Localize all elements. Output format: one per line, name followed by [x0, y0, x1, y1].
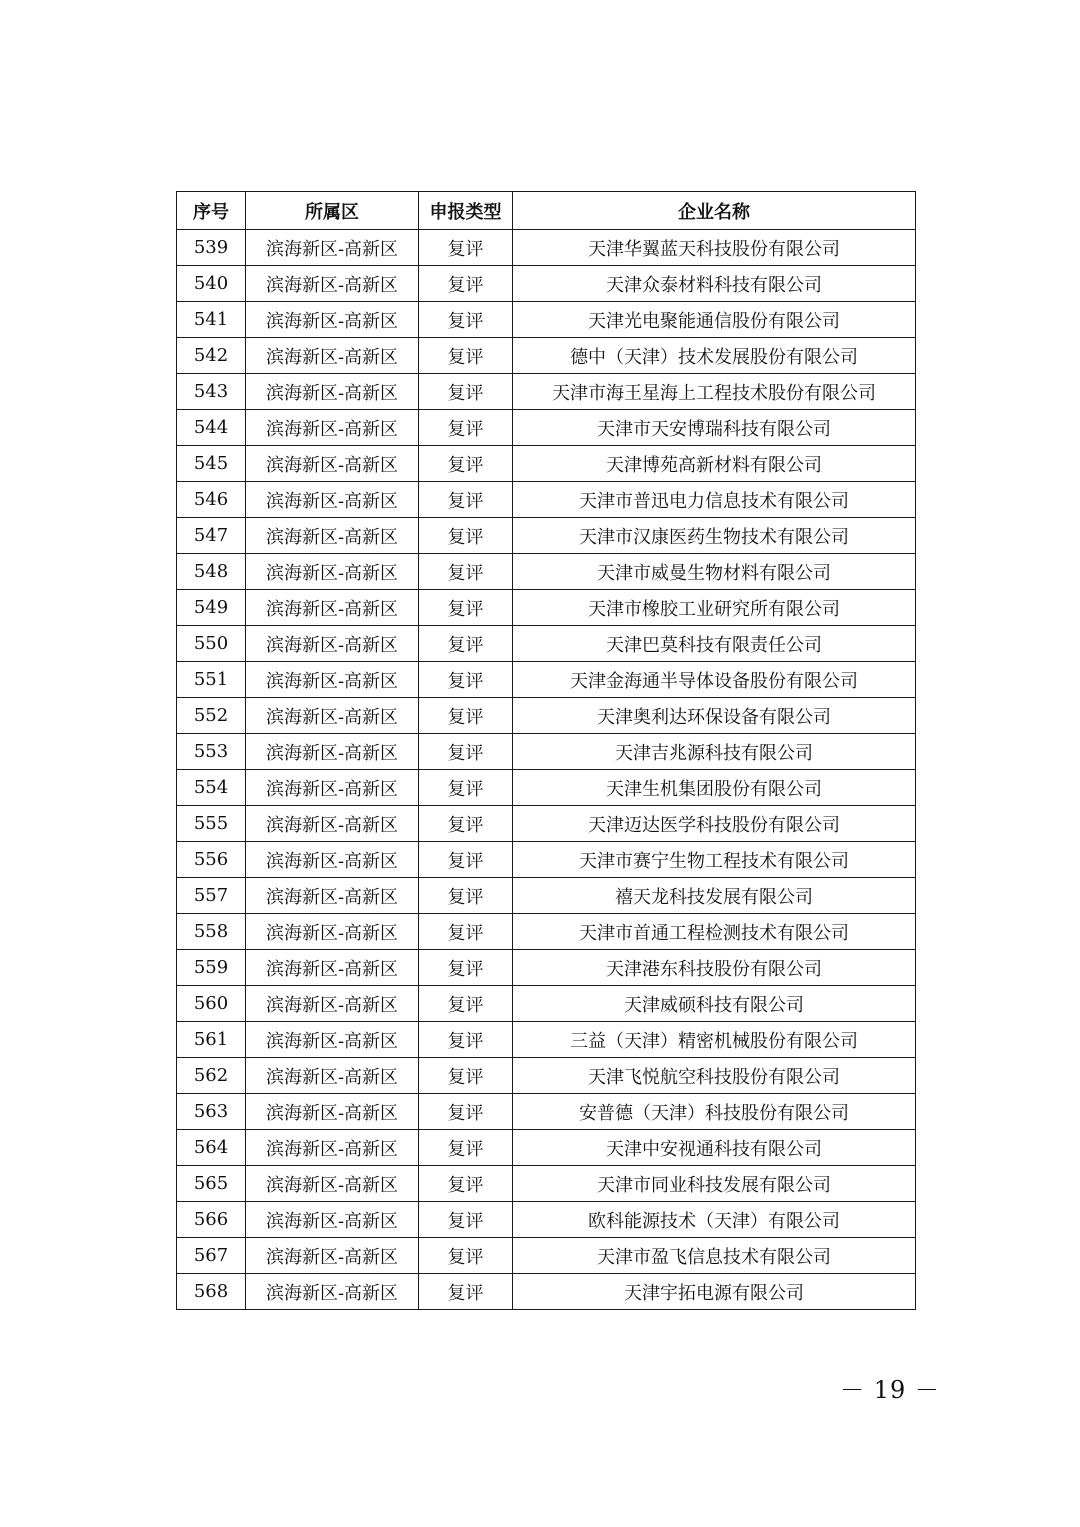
table-row: [177, 662, 916, 698]
table-header-row: [177, 192, 916, 230]
header-application-type: 申报类型: [419, 192, 513, 230]
enterprise-name-cell: 天津市海王星海上工程技术股份有限公司: [513, 374, 916, 410]
application-type-cell: 复评: [419, 266, 513, 302]
table-row: [177, 1202, 916, 1238]
serial-number-cell: 545: [177, 446, 246, 482]
district-cell: 滨海新区-高新区: [246, 662, 419, 698]
district-cell: 滨海新区-高新区: [246, 1202, 419, 1238]
serial-number-cell: 543: [177, 374, 246, 410]
application-type-cell: 复评: [419, 914, 513, 950]
table-row: [177, 266, 916, 302]
serial-number-cell: 564: [177, 1130, 246, 1166]
header-serial-number: 序号: [177, 192, 246, 230]
application-type-cell: 复评: [419, 1202, 513, 1238]
serial-number-cell: 550: [177, 626, 246, 662]
enterprise-name-cell: 天津市赛宁生物工程技术有限公司: [513, 842, 916, 878]
header-enterprise-name: 企业名称: [513, 192, 916, 230]
application-type-cell: 复评: [419, 446, 513, 482]
table-row: [177, 986, 916, 1022]
table-row: [177, 842, 916, 878]
serial-number-cell: 547: [177, 518, 246, 554]
district-cell: 滨海新区-高新区: [246, 374, 419, 410]
serial-number-cell: 556: [177, 842, 246, 878]
application-type-cell: 复评: [419, 590, 513, 626]
district-cell: 滨海新区-高新区: [246, 338, 419, 374]
application-type-cell: 复评: [419, 518, 513, 554]
application-type-cell: 复评: [419, 338, 513, 374]
table-body: [177, 230, 916, 1310]
application-type-cell: 复评: [419, 698, 513, 734]
enterprise-name-cell: 天津宇拓电源有限公司: [513, 1274, 916, 1310]
table-row: [177, 446, 916, 482]
serial-number-cell: 555: [177, 806, 246, 842]
table-row: [177, 770, 916, 806]
application-type-cell: 复评: [419, 950, 513, 986]
enterprise-name-cell: 天津光电聚能通信股份有限公司: [513, 302, 916, 338]
application-type-cell: 复评: [419, 1130, 513, 1166]
serial-number-cell: 549: [177, 590, 246, 626]
application-type-cell: 复评: [419, 374, 513, 410]
district-cell: 滨海新区-高新区: [246, 590, 419, 626]
district-cell: 滨海新区-高新区: [246, 230, 419, 266]
header-district: 所属区: [246, 192, 419, 230]
district-cell: 滨海新区-高新区: [246, 698, 419, 734]
serial-number-cell: 557: [177, 878, 246, 914]
district-cell: 滨海新区-高新区: [246, 1058, 419, 1094]
district-cell: 滨海新区-高新区: [246, 518, 419, 554]
table-row: [177, 1130, 916, 1166]
application-type-cell: 复评: [419, 734, 513, 770]
enterprise-name-cell: 三益（天津）精密机械股份有限公司: [513, 1022, 916, 1058]
table-row: [177, 878, 916, 914]
serial-number-cell: 559: [177, 950, 246, 986]
table-row: [177, 230, 916, 266]
serial-number-cell: 542: [177, 338, 246, 374]
table-row: [177, 806, 916, 842]
district-cell: 滨海新区-高新区: [246, 302, 419, 338]
enterprise-name-cell: 天津威硕科技有限公司: [513, 986, 916, 1022]
enterprise-name-cell: 天津博苑高新材料有限公司: [513, 446, 916, 482]
district-cell: 滨海新区-高新区: [246, 626, 419, 662]
table-row: [177, 590, 916, 626]
table-row: [177, 338, 916, 374]
table-row: [177, 482, 916, 518]
serial-number-cell: 567: [177, 1238, 246, 1274]
serial-number-cell: 561: [177, 1022, 246, 1058]
district-cell: 滨海新区-高新区: [246, 770, 419, 806]
table-row: [177, 950, 916, 986]
enterprise-name-cell: 天津飞悦航空科技股份有限公司: [513, 1058, 916, 1094]
application-type-cell: 复评: [419, 1058, 513, 1094]
application-type-cell: 复评: [419, 482, 513, 518]
table-row: [177, 1274, 916, 1310]
application-type-cell: 复评: [419, 1238, 513, 1274]
enterprise-name-cell: 天津华翼蓝天科技股份有限公司: [513, 230, 916, 266]
district-cell: 滨海新区-高新区: [246, 806, 419, 842]
application-type-cell: 复评: [419, 302, 513, 338]
serial-number-cell: 565: [177, 1166, 246, 1202]
district-cell: 滨海新区-高新区: [246, 878, 419, 914]
enterprise-name-cell: 天津众泰材料科技有限公司: [513, 266, 916, 302]
enterprise-name-cell: 天津市汉康医药生物技术有限公司: [513, 518, 916, 554]
district-cell: 滨海新区-高新区: [246, 446, 419, 482]
application-type-cell: 复评: [419, 626, 513, 662]
table-row: [177, 374, 916, 410]
district-cell: 滨海新区-高新区: [246, 914, 419, 950]
enterprise-name-cell: 天津奥利达环保设备有限公司: [513, 698, 916, 734]
district-cell: 滨海新区-高新区: [246, 1166, 419, 1202]
district-cell: 滨海新区-高新区: [246, 986, 419, 1022]
enterprise-name-cell: 天津市橡胶工业研究所有限公司: [513, 590, 916, 626]
application-type-cell: 复评: [419, 986, 513, 1022]
table-row: [177, 302, 916, 338]
application-type-cell: 复评: [419, 806, 513, 842]
serial-number-cell: 562: [177, 1058, 246, 1094]
serial-number-cell: 563: [177, 1094, 246, 1130]
district-cell: 滨海新区-高新区: [246, 842, 419, 878]
table-row: [177, 1094, 916, 1130]
enterprise-name-cell: 德中（天津）技术发展股份有限公司: [513, 338, 916, 374]
application-type-cell: 复评: [419, 230, 513, 266]
application-type-cell: 复评: [419, 554, 513, 590]
application-type-cell: 复评: [419, 410, 513, 446]
table-row: [177, 410, 916, 446]
enterprise-name-cell: 安普德（天津）科技股份有限公司: [513, 1094, 916, 1130]
serial-number-cell: 548: [177, 554, 246, 590]
district-cell: 滨海新区-高新区: [246, 482, 419, 518]
district-cell: 滨海新区-高新区: [246, 1022, 419, 1058]
serial-number-cell: 568: [177, 1274, 246, 1310]
district-cell: 滨海新区-高新区: [246, 734, 419, 770]
serial-number-cell: 552: [177, 698, 246, 734]
table-row: [177, 1022, 916, 1058]
application-type-cell: 复评: [419, 878, 513, 914]
enterprise-name-cell: 禧天龙科技发展有限公司: [513, 878, 916, 914]
page-number: － 19 －: [840, 1376, 940, 1404]
enterprise-name-cell: 天津迈达医学科技股份有限公司: [513, 806, 916, 842]
table-row: [177, 1238, 916, 1274]
serial-number-cell: 551: [177, 662, 246, 698]
serial-number-cell: 541: [177, 302, 246, 338]
application-type-cell: 复评: [419, 1166, 513, 1202]
district-cell: 滨海新区-高新区: [246, 950, 419, 986]
application-type-cell: 复评: [419, 1022, 513, 1058]
serial-number-cell: 546: [177, 482, 246, 518]
table-row: [177, 734, 916, 770]
serial-number-cell: 554: [177, 770, 246, 806]
serial-number-cell: 539: [177, 230, 246, 266]
serial-number-cell: 540: [177, 266, 246, 302]
serial-number-cell: 553: [177, 734, 246, 770]
enterprise-name-cell: 天津巴莫科技有限责任公司: [513, 626, 916, 662]
serial-number-cell: 544: [177, 410, 246, 446]
application-type-cell: 复评: [419, 662, 513, 698]
enterprise-name-cell: 天津中安视通科技有限公司: [513, 1130, 916, 1166]
serial-number-cell: 560: [177, 986, 246, 1022]
enterprise-name-cell: 天津市同业科技发展有限公司: [513, 1166, 916, 1202]
application-type-cell: 复评: [419, 770, 513, 806]
serial-number-cell: 558: [177, 914, 246, 950]
enterprise-name-cell: 天津市首通工程检测技术有限公司: [513, 914, 916, 950]
enterprise-name-cell: 天津金海通半导体设备股份有限公司: [513, 662, 916, 698]
enterprise-name-cell: 天津生机集团股份有限公司: [513, 770, 916, 806]
enterprise-name-cell: 欧科能源技术（天津）有限公司: [513, 1202, 916, 1238]
application-type-cell: 复评: [419, 842, 513, 878]
application-type-cell: 复评: [419, 1274, 513, 1310]
district-cell: 滨海新区-高新区: [246, 266, 419, 302]
district-cell: 滨海新区-高新区: [246, 1274, 419, 1310]
district-cell: 滨海新区-高新区: [246, 1130, 419, 1166]
enterprise-name-cell: 天津市盈飞信息技术有限公司: [513, 1238, 916, 1274]
enterprise-name-cell: 天津市天安博瑞科技有限公司: [513, 410, 916, 446]
table-row: [177, 518, 916, 554]
table-row: [177, 914, 916, 950]
enterprise-name-cell: 天津吉兆源科技有限公司: [513, 734, 916, 770]
enterprise-name-cell: 天津市普迅电力信息技术有限公司: [513, 482, 916, 518]
serial-number-cell: 566: [177, 1202, 246, 1238]
enterprise-name-cell: 天津港东科技股份有限公司: [513, 950, 916, 986]
district-cell: 滨海新区-高新区: [246, 410, 419, 446]
enterprise-list-table: [176, 191, 916, 1310]
table-row: [177, 1166, 916, 1202]
district-cell: 滨海新区-高新区: [246, 1094, 419, 1130]
district-cell: 滨海新区-高新区: [246, 1238, 419, 1274]
table-row: [177, 554, 916, 590]
application-type-cell: 复评: [419, 1094, 513, 1130]
table-row: [177, 698, 916, 734]
table-row: [177, 1058, 916, 1094]
district-cell: 滨海新区-高新区: [246, 554, 419, 590]
enterprise-name-cell: 天津市威曼生物材料有限公司: [513, 554, 916, 590]
table-row: [177, 626, 916, 662]
